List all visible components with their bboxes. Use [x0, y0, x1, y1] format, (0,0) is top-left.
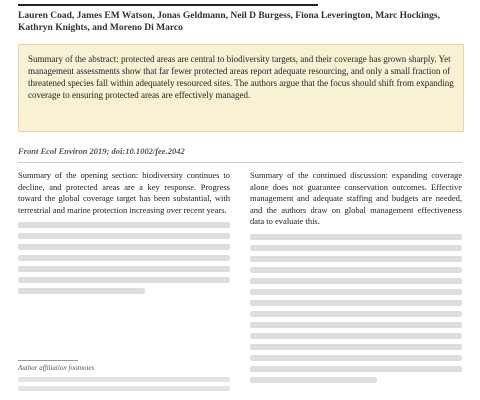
footnote-divider	[18, 360, 78, 361]
article-title-fragment	[18, 0, 318, 6]
body-placeholder-left	[18, 222, 230, 294]
abstract-box	[18, 44, 464, 132]
body-column-right	[250, 170, 462, 388]
body-text-right: Summary of the continued discussion: expanding coverage alone does not guarantee conservation outcomes. Effective management and adequate staffing and budgets are needed, and the authors draw on global management effectiveness data to evaluate this.	[250, 170, 462, 226]
body-column-left	[18, 170, 230, 299]
body-placeholder-right	[250, 234, 462, 383]
affiliation-footnote	[18, 364, 230, 395]
abstract-text: Summary of the abstract: protected areas are central to biodiversity targets, and their coverage has grown sharply. Yet management assessments show that far fewer protected areas report adequate resourcing, and only a small fraction of threatened species fall within adequately resourced sites. The authors argue that the focus should shift from expanding coverage to ensuring protected areas are effectively managed.	[28, 54, 454, 100]
journal-citation: Front Ecol Environ 2019; doi:10.1002/fee.2042	[18, 146, 185, 156]
footnote-text: Author affiliation footnotes	[18, 364, 95, 372]
section-divider	[18, 162, 462, 163]
body-text-left: Summary of the opening section: biodiversity continues to decline, and protected areas are a key response. Progress toward the global coverage target has been substantial, with terrestrial and marine protection increasing over recent years.	[18, 170, 230, 215]
author-list: Lauren Coad, James EM Watson, Jonas Geldmann, Neil D Burgess, Fiona Leverington, Marc Hockings, Kathryn Knights, and Moreno Di Marco	[18, 11, 440, 33]
